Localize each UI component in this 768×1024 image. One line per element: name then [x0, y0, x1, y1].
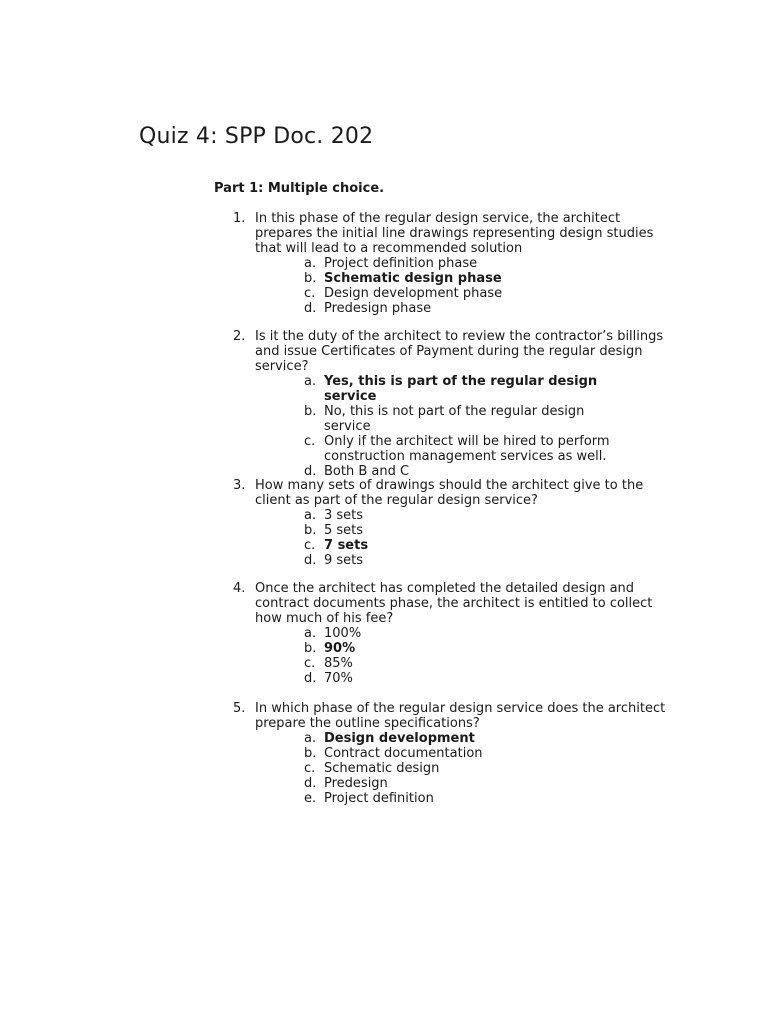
option-text-answer: Design development — [324, 731, 475, 746]
option-text: No, this is not part of the regular design service — [324, 404, 585, 434]
option-item — [304, 286, 673, 301]
option-item — [304, 626, 673, 641]
option-item — [304, 761, 673, 776]
option-item — [304, 791, 673, 806]
question-1 — [233, 211, 673, 316]
option-text-answer: Yes, this is part of the regular design service — [324, 374, 598, 404]
option-item — [304, 464, 673, 479]
option-list — [233, 731, 673, 806]
question-2 — [233, 329, 673, 479]
question-5 — [233, 701, 673, 806]
option-letter: b. — [304, 404, 317, 419]
option-letter: c. — [304, 538, 316, 553]
part-heading: Part 1: Multiple choice. — [214, 181, 385, 196]
option-list — [233, 508, 673, 568]
question-number: 2. — [233, 329, 246, 344]
option-item — [304, 301, 673, 316]
option-letter: d. — [304, 464, 317, 479]
option-letter: d. — [304, 553, 317, 568]
option-letter: e. — [304, 791, 317, 806]
option-list — [233, 626, 673, 686]
option-letter: d. — [304, 301, 317, 316]
option-letter: b. — [304, 746, 317, 761]
question-text: Is it the duty of the architect to review the contractor’s billings and issue Certificates of Payment during the regular design service? — [255, 329, 664, 374]
option-item — [304, 538, 673, 553]
option-item — [304, 508, 673, 523]
option-item — [304, 746, 673, 761]
option-item — [304, 523, 673, 538]
option-text: 3 sets — [324, 508, 364, 523]
option-list — [233, 374, 673, 479]
option-letter: c. — [304, 761, 316, 776]
option-item — [304, 641, 673, 656]
option-item — [304, 404, 673, 434]
option-list — [233, 256, 673, 316]
option-item — [304, 374, 673, 404]
question-number: 1. — [233, 211, 246, 226]
question-3 — [233, 478, 673, 568]
option-text: Project definition — [324, 791, 434, 806]
question-number: 4. — [233, 581, 246, 596]
question-text: Once the architect has completed the detailed design and contract documents phase, the architect is entitled to collect how much of his fee? — [255, 581, 653, 626]
option-letter: a. — [304, 508, 317, 523]
page-title: Quiz 4: SPP Doc. 202 — [139, 124, 374, 149]
option-letter: b. — [304, 271, 317, 286]
option-text: Predesign phase — [324, 301, 432, 316]
option-text: Contract documentation — [324, 746, 483, 761]
option-letter: a. — [304, 374, 317, 389]
question-text: In which phase of the regular design service does the architect prepare the outline specifications? — [255, 701, 666, 731]
option-item — [304, 271, 673, 286]
option-text-answer: 90% — [324, 641, 356, 656]
option-text: 85% — [324, 656, 353, 671]
question-number: 5. — [233, 701, 246, 716]
option-item — [304, 256, 673, 271]
option-item — [304, 434, 673, 464]
option-item — [304, 671, 673, 686]
option-item — [304, 553, 673, 568]
option-text-answer: 7 sets — [324, 538, 369, 553]
option-text: Only if the architect will be hired to perform construction management services as well. — [324, 434, 610, 464]
option-text: Schematic design — [324, 761, 440, 776]
option-letter: a. — [304, 256, 317, 271]
question-number: 3. — [233, 478, 246, 493]
option-text: Predesign — [324, 776, 388, 791]
option-text: Both B and C — [324, 464, 410, 479]
option-letter: d. — [304, 776, 317, 791]
option-letter: c. — [304, 434, 316, 449]
option-letter: a. — [304, 731, 317, 746]
option-text: Project definition phase — [324, 256, 478, 271]
option-item — [304, 656, 673, 671]
question-text: How many sets of drawings should the architect give to the client as part of the regular design service? — [255, 478, 644, 508]
option-text-answer: Schematic design phase — [324, 271, 502, 286]
option-text: 9 sets — [324, 553, 364, 568]
option-text: 70% — [324, 671, 353, 686]
option-text: Design development phase — [324, 286, 503, 301]
option-letter: c. — [304, 286, 316, 301]
option-letter: b. — [304, 523, 317, 538]
option-text: 100% — [324, 626, 362, 641]
option-text: 5 sets — [324, 523, 364, 538]
question-text: In this phase of the regular design service, the architect prepares the initial line drawings representing design studies that will lead to a recommended solution — [255, 211, 654, 256]
option-item — [304, 776, 673, 791]
option-letter: d. — [304, 671, 317, 686]
option-letter: b. — [304, 641, 317, 656]
question-4 — [233, 581, 673, 686]
option-letter: a. — [304, 626, 317, 641]
option-letter: c. — [304, 656, 316, 671]
option-item — [304, 731, 673, 746]
